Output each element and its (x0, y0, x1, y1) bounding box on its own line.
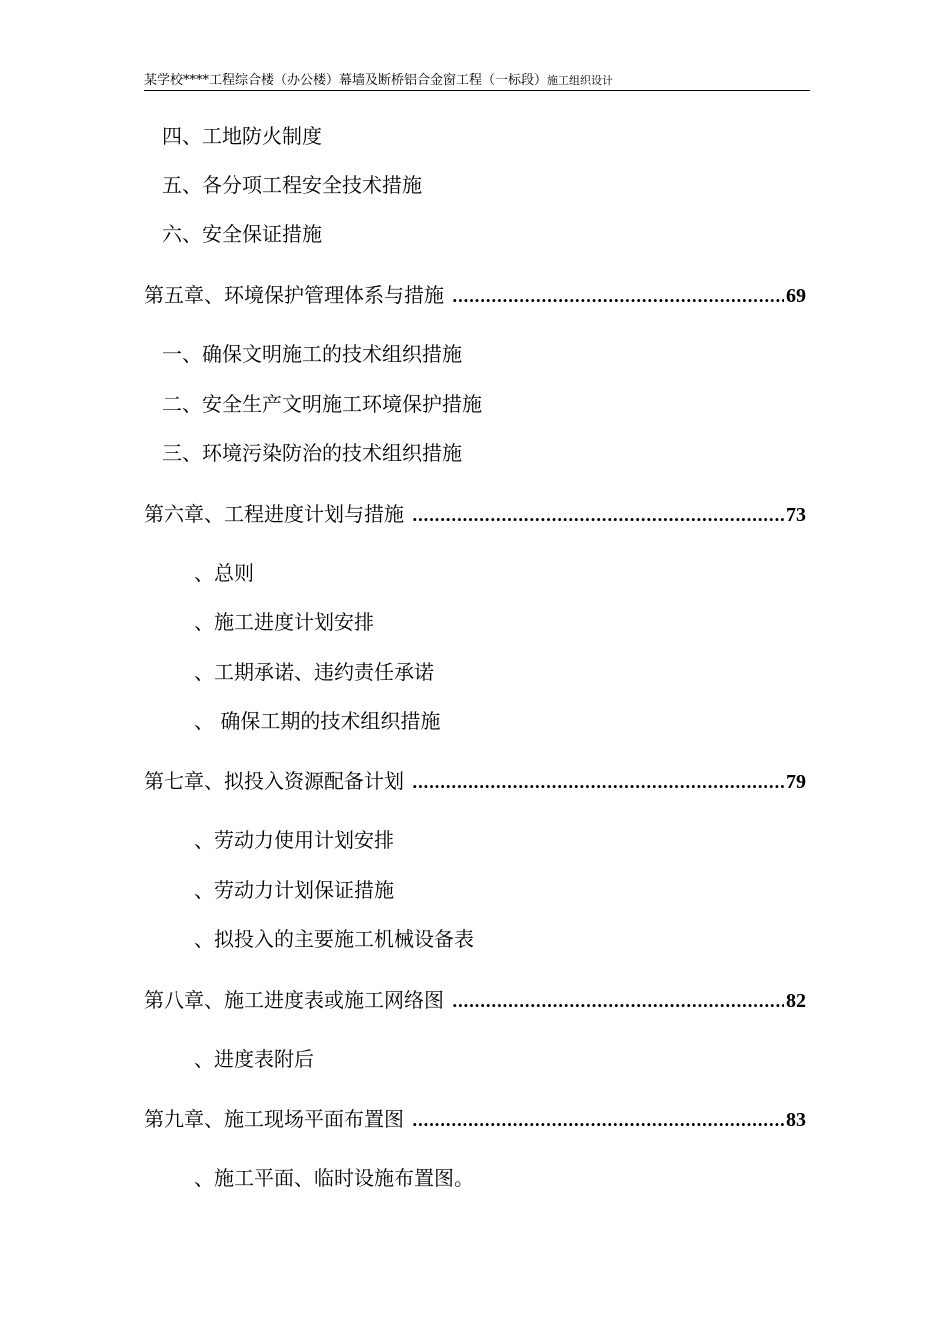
toc-page-number: 83 (786, 1109, 806, 1131)
toc-subsection[interactable]: 、 确保工期的技术组织措施 (194, 709, 441, 733)
toc-section[interactable]: 三、环境污染防治的技术组织措施 (162, 441, 462, 465)
toc-chapter[interactable] (144, 767, 806, 797)
toc-leader-dots (412, 1107, 784, 1135)
toc-subsection[interactable]: 、劳动力使用计划安排 (194, 828, 394, 852)
toc-section[interactable]: 六、安全保证措施 (162, 222, 322, 246)
toc-leader-dots (412, 769, 784, 797)
toc-chapter-title: 第八章、施工进度表或施工网络图 (144, 988, 444, 1012)
toc-subsection[interactable]: 、拟投入的主要施工机械设备表 (194, 927, 474, 951)
toc-chapter-title: 第五章、环境保护管理体系与措施 (144, 283, 444, 307)
toc-subsection[interactable]: 、工期承诺、违约责任承诺 (194, 660, 434, 684)
toc-chapter[interactable] (144, 281, 806, 311)
toc-leader-dots (452, 988, 784, 1016)
toc-section[interactable]: 四、工地防火制度 (162, 124, 322, 148)
toc-subsection[interactable]: 、施工平面、临时设施布置图。 (194, 1166, 474, 1190)
toc-chapter[interactable] (144, 1105, 806, 1135)
header-suffix: 施工组织设计 (547, 74, 614, 87)
toc-leader-dots (412, 502, 784, 530)
toc-section[interactable]: 二、安全生产文明施工环境保护措施 (162, 392, 482, 416)
header-title: 某学校****工程综合楼（办公楼）幕墙及断桥铝合金窗工程（一标段） (144, 73, 548, 88)
toc-page-number: 82 (786, 990, 806, 1012)
toc-subsection[interactable]: 、总则 (194, 561, 254, 585)
toc-chapter-title: 第七章、拟投入资源配备计划 (144, 769, 404, 793)
toc-subsection[interactable]: 、进度表附后 (194, 1047, 314, 1071)
running-header (144, 72, 810, 91)
toc-page-number: 69 (786, 285, 806, 307)
toc-page-number: 73 (786, 504, 806, 526)
toc-subsection[interactable]: 、施工进度计划安排 (194, 610, 374, 634)
toc-page-number: 79 (786, 771, 806, 793)
toc-subsection[interactable]: 、劳动力计划保证措施 (194, 878, 394, 902)
toc-chapter[interactable] (144, 986, 806, 1016)
toc-leader-dots (452, 283, 784, 311)
toc-section[interactable]: 一、确保文明施工的技术组织措施 (162, 342, 462, 366)
toc-chapter-title: 第六章、工程进度计划与措施 (144, 502, 404, 526)
toc-chapter-title: 第九章、施工现场平面布置图 (144, 1107, 404, 1131)
toc-section[interactable]: 五、各分项工程安全技术措施 (162, 173, 422, 197)
toc-chapter[interactable] (144, 500, 806, 530)
